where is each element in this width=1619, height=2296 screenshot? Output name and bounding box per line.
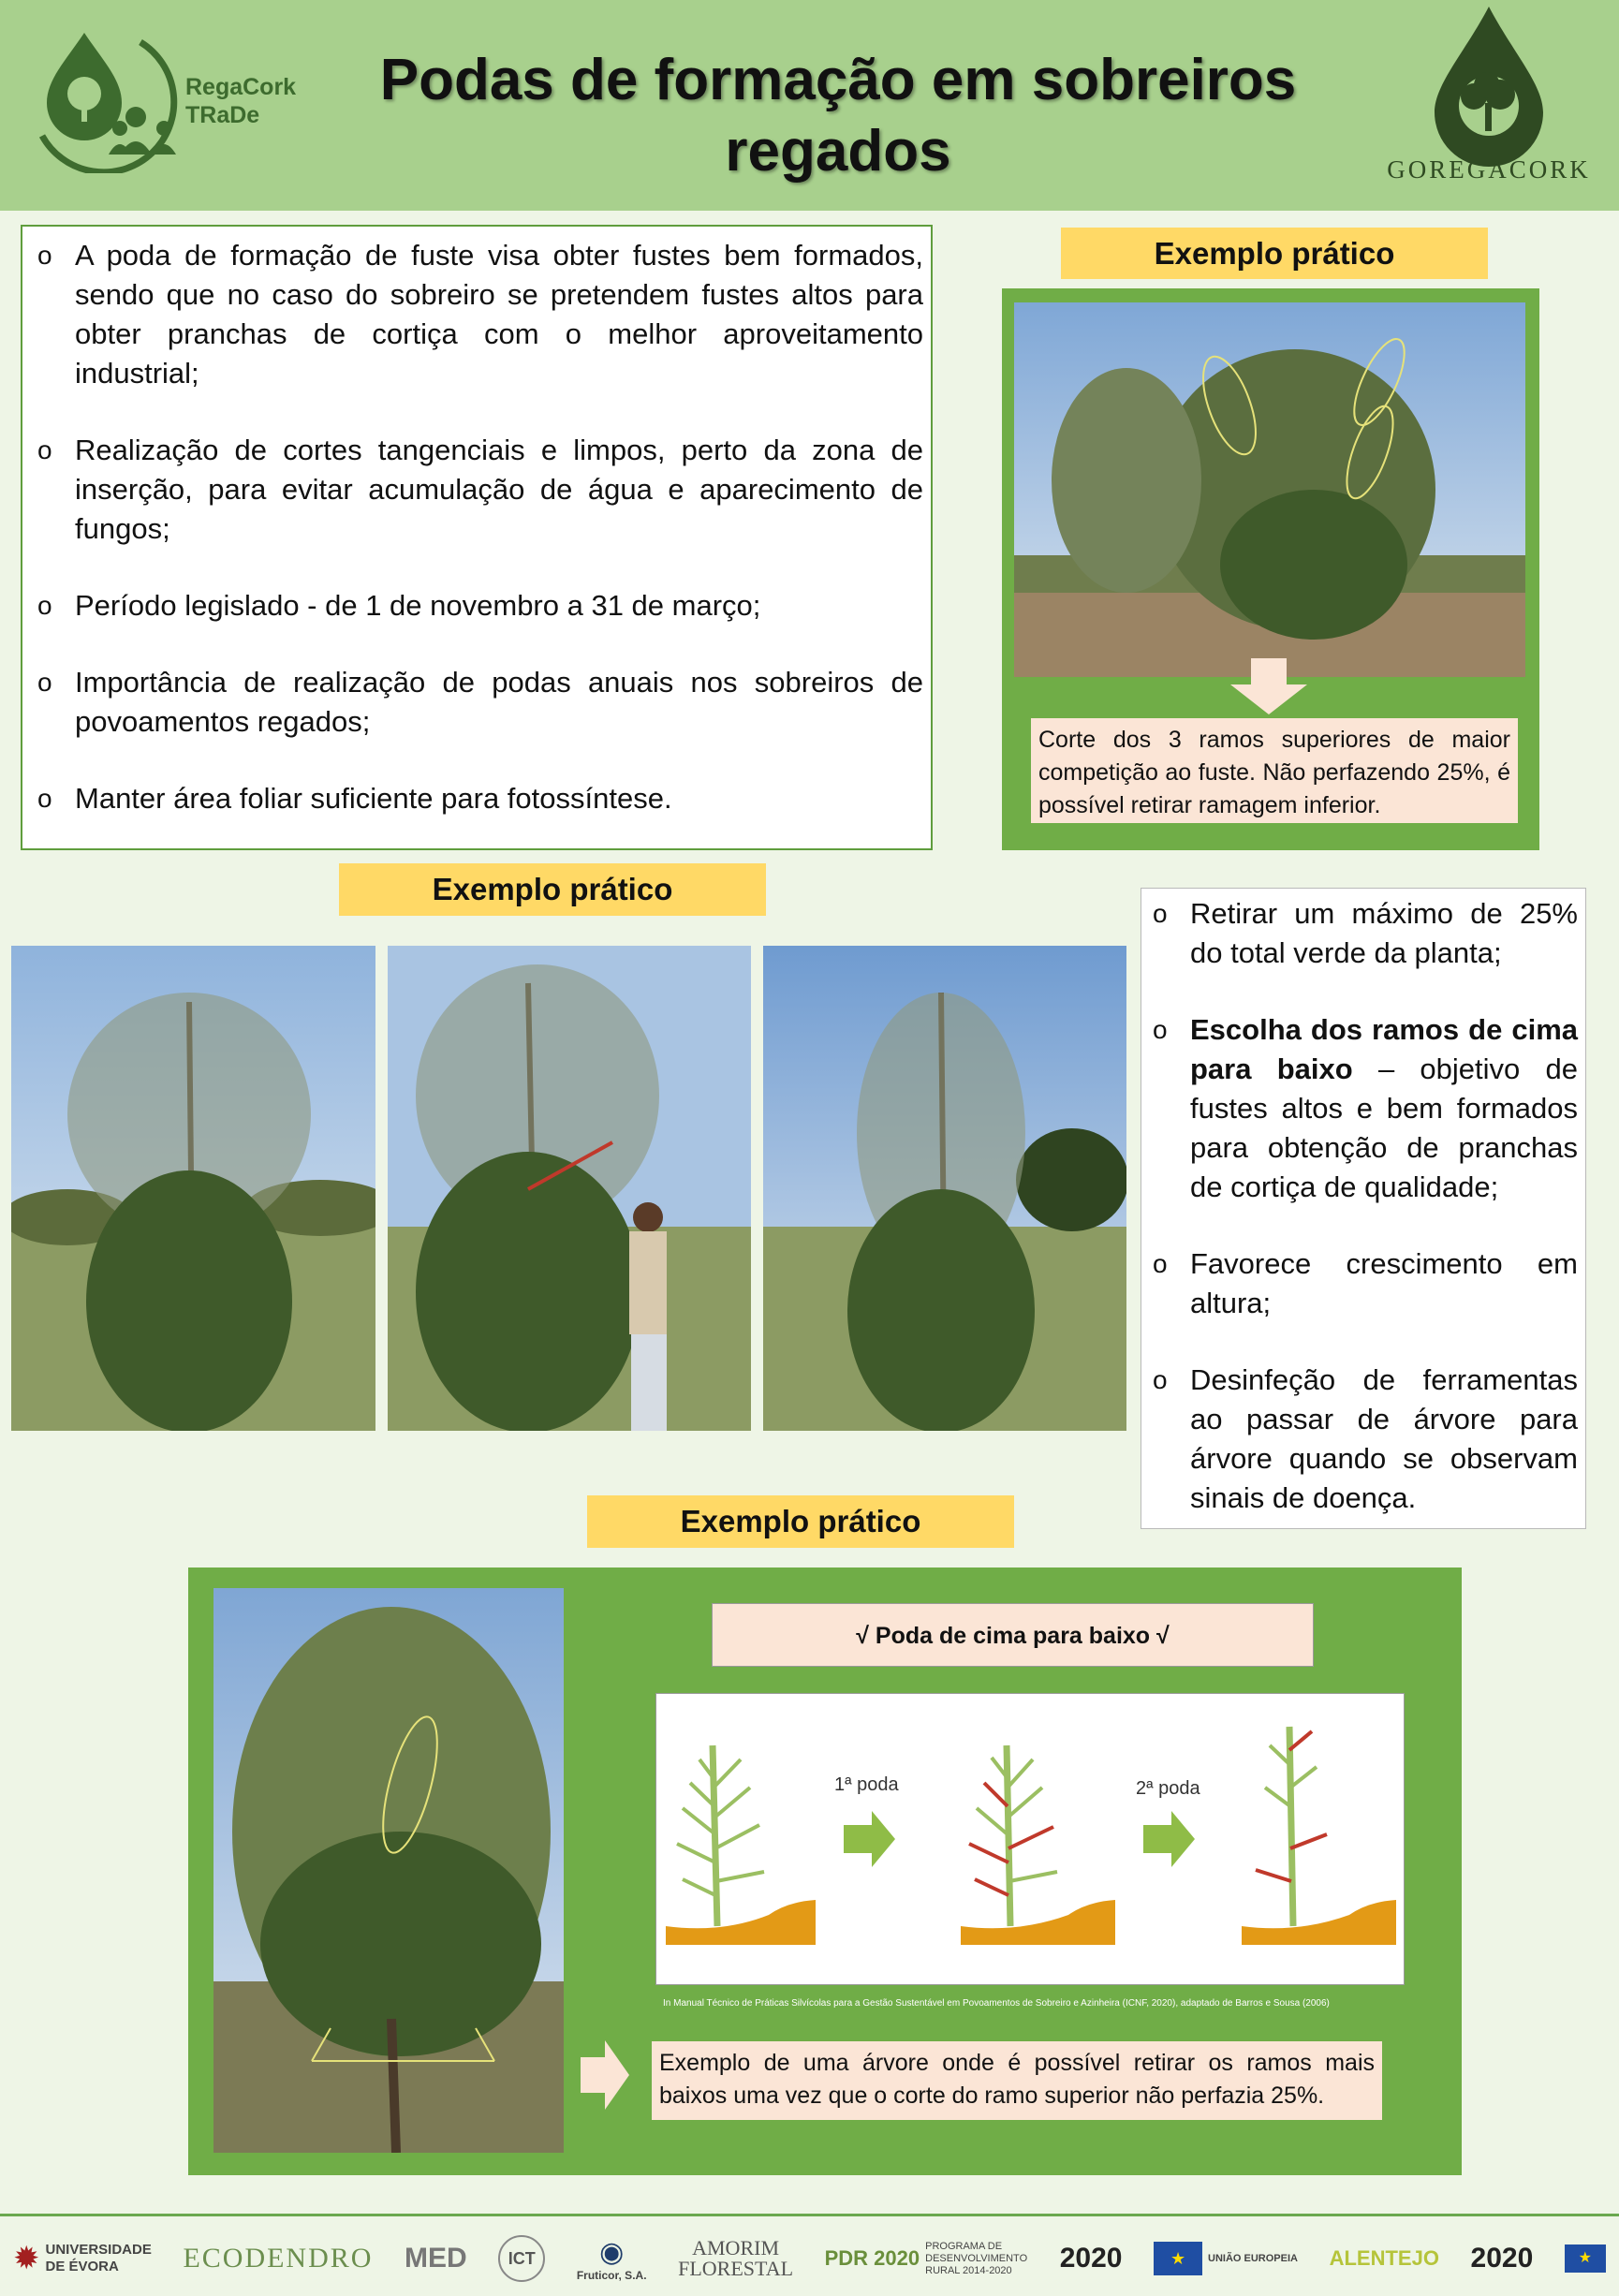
fruticor-logo: ◉ Fruticor, S.A. — [576, 2236, 647, 2282]
poda-2-label: 2ª poda — [1136, 1778, 1200, 1799]
example-label-1: Exemplo prático — [1061, 228, 1488, 279]
down-arrow-icon — [1230, 658, 1307, 714]
fruticor-emblem-icon: ◉ — [599, 2236, 625, 2268]
example-1-caption: Corte dos 3 ramos superiores de maior competição ao fuste. Não perfazendo 25%, é possível retirar ramagem inferior. — [1031, 718, 1518, 823]
intro-bullet: o Realização de cortes tangenciais e limpos, perto da zona de inserção, para evitar acumulação de água e aparecimento de fungos; — [37, 434, 923, 545]
pdr2020-logo: PDR 2020 PROGRAMA DE DESENVOLVIMENTO RURAL 2014-2020 — [824, 2240, 1028, 2276]
ict-logo: ICT — [498, 2235, 545, 2282]
intro-bullet: o Importância de realização de podas anuais nos sobreiros de povoamentos regados; — [37, 666, 923, 738]
universidade-evora-logo: ✹ UNIVERSIDADE DE ÉVORA — [13, 2241, 152, 2276]
example-1-photo — [1014, 302, 1525, 677]
goregacork-logo-text: GOREGACORK — [1387, 155, 1591, 184]
poda-banner: √ Poda de cima para baixo √ — [712, 1603, 1314, 1667]
evora-emblem-icon: ✹ — [13, 2241, 40, 2276]
eu-flag-icon: ★ — [1565, 2244, 1606, 2273]
pruning-rules-list — [1149, 894, 1578, 1518]
intro-bullet-list — [34, 236, 923, 818]
rule-bullet: o Favorece crescimento em altura; — [1153, 1247, 1578, 1319]
eu-feder-logo — [1565, 2244, 1606, 2273]
pruning-diagram-graphic — [656, 1694, 1406, 1986]
portugal2020-logo-2: 2020 — [1470, 2243, 1534, 2274]
portugal2020-logo-1: 2020 — [1059, 2243, 1123, 2274]
example-label-3: Exemplo prático — [587, 1495, 1014, 1548]
tree-photo-before — [11, 946, 375, 1431]
poda-1-label: 1ª poda — [834, 1774, 899, 1795]
rule-bullet: o Escolha dos ramos de cima para baixo – objetivo de fustes altos e bem formados para obtenção de pranchas de cortiça de qualidade; — [1153, 1013, 1579, 1203]
intro-text-box — [21, 225, 933, 850]
rule-bullet: o Retirar um máximo de 25% do total verde da planta; — [1153, 897, 1578, 969]
uniao-europeia-logo: ★ UNIÃO EUROPEIA — [1154, 2242, 1298, 2275]
alentejo2020-logo: ALENTEJO — [1329, 2246, 1439, 2270]
right-arrow-icon — [581, 2040, 629, 2110]
amorim-florestal-logo: AMORIM FLORESTAL — [678, 2236, 794, 2280]
intro-bullet: o Manter área foliar suficiente para fotossíntese. — [37, 782, 672, 815]
page-title: Podas de formação em sobreiros regados — [379, 48, 1297, 184]
intro-bullet: o Período legislado - de 1 de novembro a 31 de março; — [37, 589, 761, 622]
footer-logo-strip — [0, 2221, 1619, 2296]
intro-bullet: o A poda de formação de fuste visa obter fustes bem formados, sendo que no caso do sobreiro se pretendem fustes altos para obter pranchas de cortiça com o melhor aproveitamento industrial; — [37, 239, 923, 390]
example-3-caption: Exemplo de uma árvore onde é possível retirar os ramos mais baixos uma vez que o corte do ramo superior não perfazia 25%. — [652, 2041, 1382, 2120]
footer-divider — [0, 2214, 1619, 2216]
logo-left-line1: RegaCork — [185, 74, 297, 100]
med-logo: MED — [405, 2243, 467, 2274]
eu-flag-icon: ★ — [1154, 2242, 1202, 2275]
diagram-source-note: In Manual Técnico de Práticas Silvícolas para a Gestão Sustentável em Povoamentos de Sobreiro e Azinheira (ICNF, 2020), adaptado de Barros e Sousa (2006) — [663, 1998, 1330, 2009]
ecodendro-logo: ECODENDRO — [183, 2243, 374, 2274]
pruning-rules-box — [1141, 888, 1586, 1529]
regacork-trade-logo-text — [185, 73, 296, 129]
logo-left-line2: TRaDe — [185, 102, 260, 128]
tree-photo-pruning — [388, 946, 751, 1431]
example-label-2: Exemplo prático — [339, 863, 766, 916]
pruning-diagram — [655, 1693, 1405, 1985]
example-3-photo — [213, 1588, 564, 2153]
rule-bullet: o Desinfeção de ferramentas ao passar de árvore para árvore quando se observam sinais de doença. — [1153, 1363, 1578, 1514]
tree-photo-after — [763, 946, 1126, 1431]
